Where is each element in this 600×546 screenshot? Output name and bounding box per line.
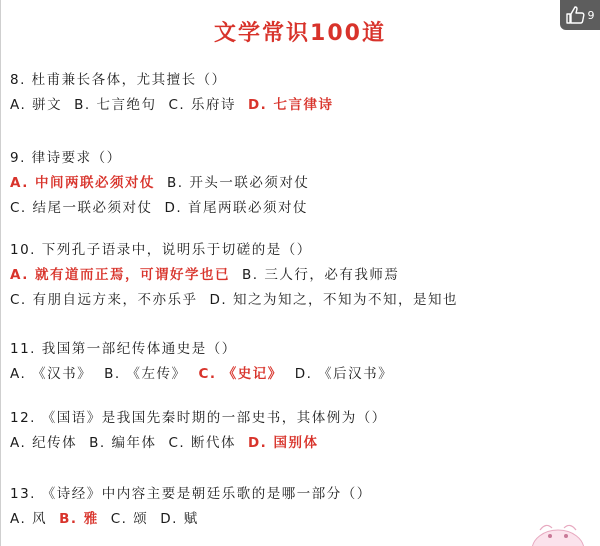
option: B. 三人行，必有我师焉: [242, 267, 400, 283]
answer-option: D. 国别体: [247, 435, 319, 451]
like-count: 9: [587, 8, 595, 22]
option: B. 开头一联必须对仗: [167, 175, 310, 191]
thumbs-up-icon: [566, 6, 586, 24]
option: A. 骈文: [10, 97, 63, 113]
option-row: [10, 196, 308, 216]
option-row: [10, 507, 199, 527]
question-stem: 11. 我国第一部纪传体通史是（）: [10, 341, 237, 357]
answer-option: A. 就有道而正焉，可谓好学也已: [10, 267, 231, 283]
option: A. 风: [10, 511, 48, 527]
option: A. 《汉书》: [10, 366, 93, 382]
option: B. 编年体: [89, 435, 157, 451]
question-stem: 10. 下列孔子语录中，说明乐于切磋的是（）: [10, 242, 312, 258]
answer-option: A. 中间两联必须对仗: [10, 175, 156, 191]
option: D. 首尾两联必须对仗: [164, 200, 308, 216]
question-stem: 8. 杜甫兼长各体，尤其擅长（）: [10, 72, 227, 88]
question-stem: 9. 律诗要求（）: [10, 150, 122, 166]
option: C. 结尾一联必须对仗: [10, 200, 153, 216]
corner-sticker-image: [528, 520, 588, 546]
answer-option: D. 七言律诗: [247, 97, 334, 113]
option: C. 颂: [110, 511, 149, 527]
option: D. 《后汉书》: [294, 366, 394, 382]
page-title: 文学常识100道: [214, 21, 386, 46]
option: C. 乐府诗: [168, 97, 236, 113]
option: A. 纪传体: [10, 435, 78, 451]
option-row: [10, 362, 393, 382]
answer-option: B. 雅: [59, 511, 99, 527]
option-row: [10, 263, 399, 283]
question-stem: 12. 《国语》是我国先秦时期的一部史书，其体例为（）: [10, 410, 387, 426]
option: C. 断代体: [168, 435, 236, 451]
option: B. 《左传》: [104, 366, 187, 382]
option-row: [10, 93, 334, 113]
option-row: [10, 431, 319, 451]
option: C. 有朋自远方来，不亦乐乎: [10, 292, 198, 308]
question-stem: 13. 《诗经》中内容主要是朝廷乐歌的是哪一部分（）: [10, 486, 372, 502]
option-row: [10, 288, 458, 308]
option: D. 赋: [160, 511, 199, 527]
option-row: [10, 171, 309, 191]
option: D. 知之为知之，不知为不知，是知也: [209, 292, 458, 308]
like-button[interactable]: [560, 0, 600, 30]
option: B. 七言绝句: [74, 97, 157, 113]
left-border: [0, 0, 1, 546]
answer-option: C. 《史记》: [198, 366, 283, 382]
